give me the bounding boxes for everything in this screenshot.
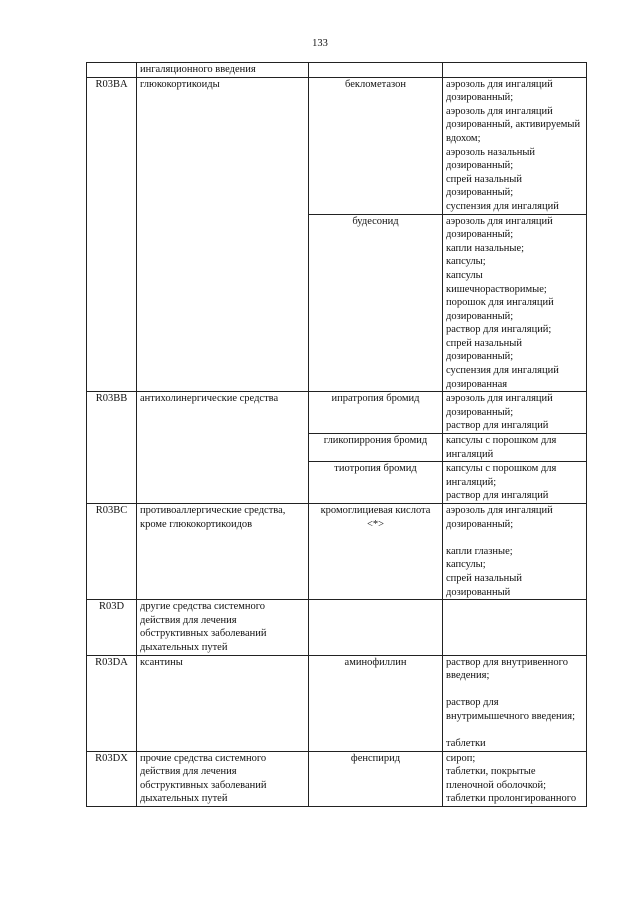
table-row bbox=[87, 751, 587, 806]
table-row bbox=[87, 655, 587, 751]
atc-code-cell: R03DA bbox=[87, 655, 137, 751]
drug-table bbox=[86, 62, 587, 807]
ingredient-cell bbox=[309, 600, 443, 655]
group-cell: ингаляционного введения bbox=[137, 63, 309, 78]
atc-code-cell: R03BB bbox=[87, 392, 137, 504]
group-cell: антихолинергические средства bbox=[137, 392, 309, 504]
dosage-forms-cell: капсулы с порошком для ингаляций; раствор для ингаляций bbox=[443, 462, 587, 504]
ingredient-cell: аминофиллин bbox=[309, 655, 443, 751]
ingredient-cell: будесонид bbox=[309, 214, 443, 392]
page-number: 133 bbox=[312, 38, 328, 49]
dosage-forms-cell: капсулы с порошком для ингаляций bbox=[443, 434, 587, 462]
group-cell: противоаллергические средства, кроме глюкокортикоидов bbox=[137, 504, 309, 600]
atc-code-cell: R03DX bbox=[87, 751, 137, 806]
table-row bbox=[87, 77, 587, 214]
atc-code-cell: R03BC bbox=[87, 504, 137, 600]
table-row bbox=[87, 63, 587, 78]
dosage-forms-cell: аэрозоль для ингаляций дозированный; капли назальные; капсулы; капсулы кишечнорастворимые; порошок для ингаляций дозированный; раствор для ингаляций; спрей назальный дозированный; суспензия для ингаляций дозированная bbox=[443, 214, 587, 392]
dosage-forms-cell: аэрозоль для ингаляций дозированный; аэрозоль для ингаляций дозированный, активируемый вдохом; аэрозоль назальный дозированный; спрей назальный дозированный; суспензия для ингаляций bbox=[443, 77, 587, 214]
group-cell: другие средства системного действия для лечения обструктивных заболеваний дыхательных путей bbox=[137, 600, 309, 655]
ingredient-cell: фенспирид bbox=[309, 751, 443, 806]
ingredient-cell: беклометазон bbox=[309, 77, 443, 214]
ingredient-cell: кромоглициевая кислота <*> bbox=[309, 504, 443, 600]
table-row bbox=[87, 504, 587, 600]
atc-code-cell: R03BA bbox=[87, 77, 137, 392]
dosage-forms-cell: раствор для внутривенного введения; раствор для внутримышечного введения; таблетки bbox=[443, 655, 587, 751]
dosage-forms-cell: аэрозоль для ингаляций дозированный; раствор для ингаляций bbox=[443, 392, 587, 434]
ingredient-cell: ипратропия бромид bbox=[309, 392, 443, 434]
dosage-forms-cell bbox=[443, 600, 587, 655]
atc-code-cell: R03D bbox=[87, 600, 137, 655]
ingredient-cell bbox=[309, 63, 443, 78]
group-cell: ксантины bbox=[137, 655, 309, 751]
group-cell: глюкокортикоиды bbox=[137, 77, 309, 392]
table-row bbox=[87, 392, 587, 434]
group-cell: прочие средства системного действия для лечения обструктивных заболеваний дыхательных путей bbox=[137, 751, 309, 806]
atc-code-cell bbox=[87, 63, 137, 78]
dosage-forms-cell: аэрозоль для ингаляций дозированный; капли глазные; капсулы; спрей назальный дозированный bbox=[443, 504, 587, 600]
ingredient-cell: гликопиррония бромид bbox=[309, 434, 443, 462]
dosage-forms-cell: сироп; таблетки, покрытые пленочной оболочкой; таблетки пролонгированного bbox=[443, 751, 587, 806]
dosage-forms-cell bbox=[443, 63, 587, 78]
table-row bbox=[87, 600, 587, 655]
ingredient-cell: тиотропия бромид bbox=[309, 462, 443, 504]
